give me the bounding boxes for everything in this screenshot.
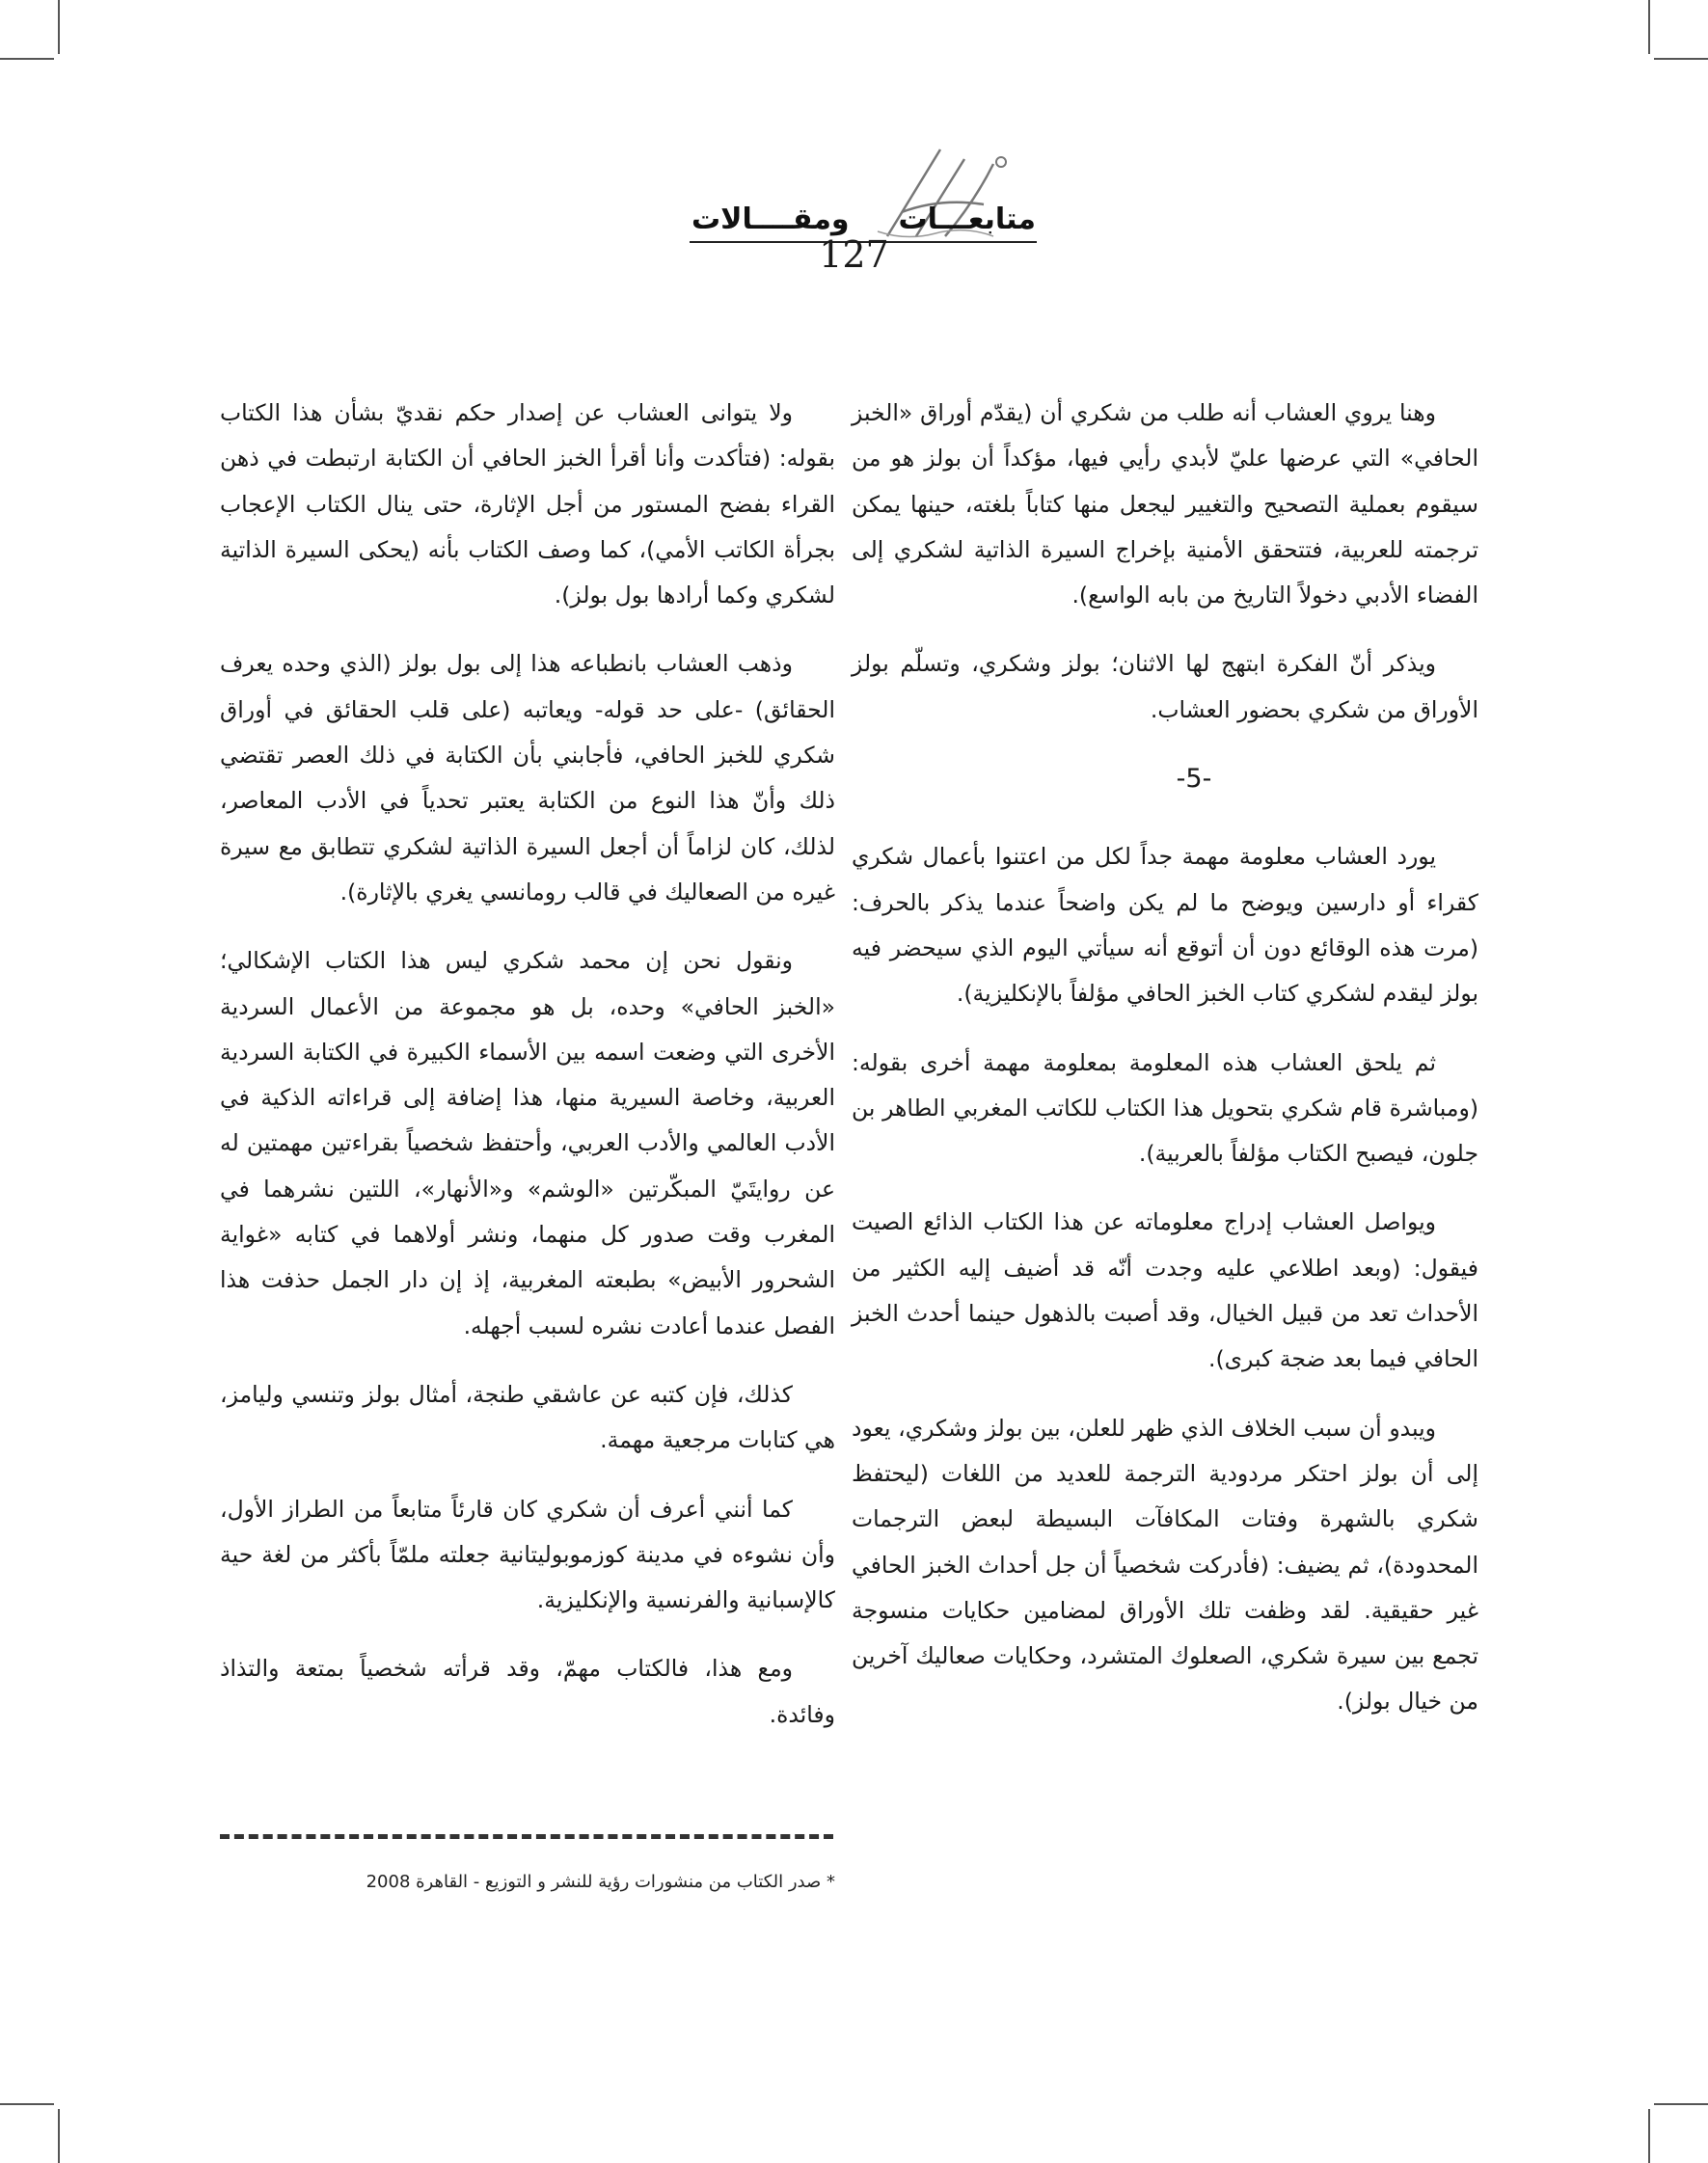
crop-mark	[1648, 0, 1650, 54]
right-column	[852, 391, 1478, 1748]
section-number: -5-	[1176, 764, 1212, 795]
paragraph: ثم يلحق العشاب هذه المعلومة بمعلومة مهمة أخرى بقوله: (ومباشرة قام شكري بتحويل هذا الكتاب للكاتب المغربي الطاهر بن جلون، فيصبح الكتاب مؤلفاً بالعربية).	[852, 1048, 1478, 1168]
paragraph: كذلك، فإن كتبه عن عاشقي طنجة، أمثال بولز وتنسي وليامز، هي كتابات مرجعية مهمة.	[220, 1380, 835, 1454]
crop-mark	[58, 0, 60, 54]
paragraph: كما أنني أعرف أن شكري كان قارئاً متابعاً من الطراز الأول، وأن نشوءه في مدينة كوزموبوليتانية جعلته ملمّاً بأكثر من لغة حية كالإسبانية والفرنسية والإنكليزية.	[220, 1495, 835, 1614]
paragraph: ومع هذا، فالكتاب مهمّ، وقد قرأته شخصياً بمتعة والتذاذ وفائدة.	[220, 1655, 835, 1728]
paragraph: ويواصل العشاب إدراج معلوماته عن هذا الكتاب الذائع الصيت فيقول: (وبعد اطلاعي عليه وجدت أنّه قد أضيف إليه الكثير من الأحداث تعد من قبيل الخيال، وقد أصبت بالذهول حينما أحدث الخبز الحافي فيما بعد ضجة كبرى).	[852, 1208, 1478, 1373]
page-header	[0, 145, 1708, 318]
paragraph: ونقول نحن إن محمد شكري ليس هذا الكتاب الإشكالي؛ «الخبز الحافي» وحده، بل هو مجموعة من الأعمال السردية الأخرى التي وضعت اسمه بين الأسماء الكبيرة في الكتابة السردية العربية، وخاصة السيرية منها، هذا إضافة إلى قراءاته الذكية في الأدب العالمي والأدب العربي، وأحتفظ شخصياً بقراءتين مهمتين له عن روايتَيّ المبكّرتين «الوشم» و«الأنهار»، اللتين نشرهما في المغرب وقت صدور كل منهما، ونشر أولاهما في كتابه «غواية الشحرور الأبيض» بطبعته المغربية، إذ إن دار الجمل حذفت هذا الفصل عندما أعادت نشره لسبب أجهله.	[220, 947, 835, 1339]
paragraph: ويبدو أن سبب الخلاف الذي ظهر للعلن، بين بولز وشكري، يعود إلى أن بولز احتكر مردودية الترجمة للعديد من اللغات (ليحتفظ شكري بالشهرة وفتات المكافآت البسيطة لبعض الترجمات المحدودة)، ثم يضيف: (فأدركت شخصياً أن جل أحداث الخبز الحافي غير حقيقية. لقد وظفت تلك الأوراق لمضامين حكايات منسوجة تجمع بين سيرة شكري، الصعلوك المتشرد، وحكايات صعاليك آخرين من خيال بولز).	[852, 1414, 1478, 1716]
page-number: 127	[819, 233, 889, 276]
paragraph: يورد العشاب معلومة مهمة جداً لكل من اعتنوا بأعمال شكري كقراء أو دارسين ويوضح ما لم يكن واضحاً عندما يذكر بالحرف: (مرت هذه الوقائع دون أن أتوقع أنه سيأتي اليوم الذي سيحضر فيه بولز ليقدم لشكري كتاب الخبز الحافي مؤلفاً بالإنكليزية).	[852, 843, 1478, 1008]
left-column	[220, 391, 835, 1761]
paragraph: وذهب العشاب بانطباعه هذا إلى بول بولز (الذي وحده يعرف الحقائق) -على حد قوله- ويعاتبه (على قلب الحقائق في أوراق شكري للخبز الحافي، فأجابني بأن الكتابة في ذلك العصر تقتضي ذلك وأنّ هذا النوع من الكتابة يعتبر تحدياً في الأدب المعاصر، لذلك، كان لزاماً أن أجعل السيرة الذاتية لشكري تتطابق مع سيرة غيره من الصعاليك في قالب رومانسي يغري بالإثارة).	[220, 650, 835, 906]
section-label-left: ومقــــالات	[691, 203, 850, 236]
section-label-right: متابعـــات	[898, 203, 1036, 236]
crop-mark	[0, 2103, 54, 2105]
footnote-separator	[220, 1834, 833, 1839]
paragraph: ولا يتوانى العشاب عن إصدار حكم نقديّ بشأن هذا الكتاب بقوله: (فتأكدت وأنا أقرأ الخبز الحافي أن الكتابة ارتبطت في ذهن القراء بفضح المستور من أجل الإثارة، حتى ينال الكتاب الإعجاب بجرأة الكاتب الأمي)، كما وصف الكتاب بأنه (يحكى السيرة الذاتية لشكري وكما أرادها بول بولز).	[220, 399, 835, 609]
crop-mark	[1654, 58, 1708, 60]
crop-mark	[58, 2109, 60, 2163]
crop-mark	[1648, 2109, 1650, 2163]
crop-mark	[1654, 2103, 1708, 2105]
crop-mark	[0, 58, 54, 60]
footnote: * صدر الكتاب من منشورات رؤية للنشر و التوزيع - القاهرة 2008	[366, 1872, 835, 1892]
paragraph: ويذكر أنّ الفكرة ابتهج لها الاثنان؛ بولز وشكري، وتسلّم بولز الأوراق من شكري بحضور العشاب.	[852, 650, 1478, 723]
paragraph: وهنا يروي العشاب أنه طلب من شكري أن (يقدّم أوراق «الخبز الحافي» التي عرضها عليّ لأبدي رأيي فيها، مؤكداً أن بولز هو من سيقوم بعملية التصحيح والتغيير ليجعل منها كتاباً بلغته، حينها يمكن ترجمته للعربية، فتتحقق الأمنية بإخراج السيرة الذاتية لشكري إلى الفضاء الأدبي دخولاً التاريخ من بابه الواسع).	[852, 399, 1478, 609]
